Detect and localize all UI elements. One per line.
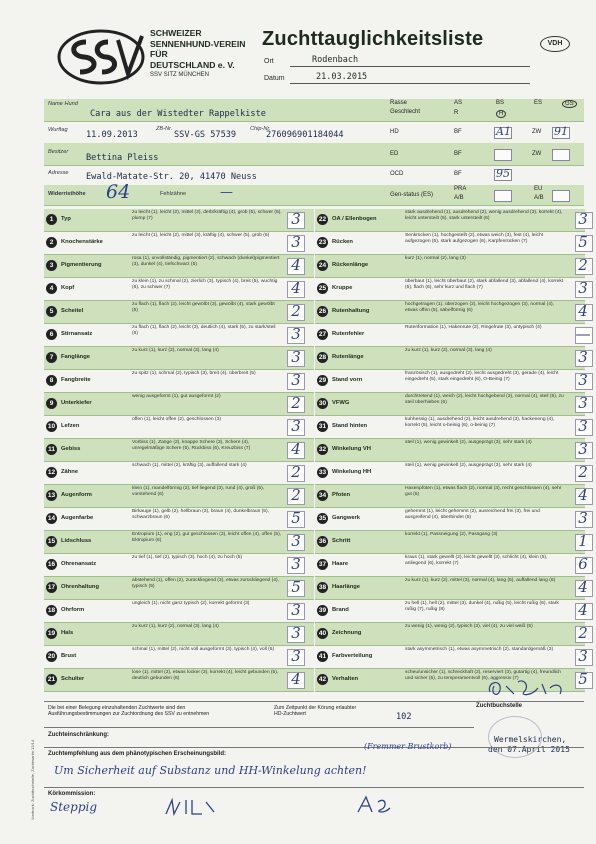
zb-value: SSV-GS 57539: [174, 130, 237, 140]
criterion-score: 2: [578, 463, 588, 481]
signature-2: [162, 796, 222, 818]
criterion-number: 20: [47, 653, 56, 660]
besitzer-row: [44, 143, 584, 166]
criterion-name: Stand vorn: [332, 377, 363, 383]
criterion-score: 3: [291, 233, 301, 251]
criterion-number: 13: [47, 492, 56, 499]
criterion-row: [315, 232, 588, 255]
name-row: [44, 99, 584, 122]
criterion-number: 32: [318, 446, 327, 453]
criterion-number: 10: [47, 423, 56, 430]
criterion-name: Ohrenansatz: [61, 561, 97, 567]
criterion-options: lose (1), mittel (2), etwas locker (3), korrekt (4), leicht gebunden (5), deutlich gebunden (6): [132, 670, 279, 682]
criterion-name: VFWG: [332, 400, 350, 406]
criterion-row: [44, 508, 314, 531]
criterion-row: [315, 278, 588, 301]
criterion-row: [44, 531, 314, 554]
criterion-row: [44, 370, 314, 393]
criterion-row: [315, 531, 588, 554]
criterion-name: Unterkiefer: [61, 400, 92, 406]
criterion-name: Lefzen: [61, 423, 80, 429]
criterion-name: Ohrform: [61, 607, 85, 613]
empfehlung-label: Zuchtempfehlung aus dem phänotypischen Erscheinungsbild:: [48, 751, 227, 757]
criterion-number: 15: [47, 538, 56, 545]
criterion-score: 3: [291, 601, 301, 619]
kommission-label: Körkommission:: [48, 791, 96, 797]
criterion-score: 2: [578, 624, 588, 642]
criterion-score: 2: [291, 394, 301, 412]
zuchtwert-note: Die bei einer Belegung einzuhaltenden Zuchtwerte sind den Ausführungsbestimmungen zur Zuchtordnung des SSV zu entnehmen: [48, 705, 210, 717]
zb-label: ZB-Nr.: [156, 126, 173, 132]
ed-bf-label: BF: [454, 151, 462, 157]
criterion-score: —: [575, 325, 591, 343]
criterion-name: Fangbreite: [61, 377, 91, 383]
handwritten-signature-buchstelle: [484, 676, 570, 702]
criterion-name: Typ: [61, 216, 71, 222]
datum-value: 21.03.2015: [316, 72, 368, 82]
criterion-score: 3: [578, 509, 588, 527]
criterion-name: Verhalten: [332, 676, 359, 682]
criterion-name: Zähne: [61, 469, 79, 475]
criterion-score: 3: [578, 394, 588, 412]
criterion-row: [44, 393, 314, 416]
criterion-number: 4: [46, 283, 57, 294]
criterion-row: [315, 462, 588, 485]
criterion-number: 2: [46, 237, 57, 248]
criterion-row: [315, 324, 591, 347]
criterion-number: 5: [46, 306, 57, 317]
criterion-score: 5: [291, 509, 301, 527]
criterion-options: zu tief (1), tief (2), typisch (3), hoch (4), zu hoch (5): [132, 555, 243, 560]
criterion-score: 2: [291, 463, 301, 481]
criterion-options: Rutenformation (1), Hakenrute (2), Ringelrute (3), untypisch (4): [405, 325, 542, 330]
rasse-label: Rasse: [390, 100, 408, 106]
criterion-number: 18: [47, 607, 56, 614]
pra-options: A/B: [454, 195, 464, 201]
criterion-name: Fanglänge: [61, 354, 90, 360]
criterion-name: Pigmentierung: [61, 262, 102, 268]
criterion-number: 9: [46, 398, 57, 409]
criterion-options: korrekt (1), Passneigung (2), Passgang (3): [405, 532, 498, 537]
criterion-row: [44, 209, 314, 232]
pra-box: [494, 190, 512, 202]
club-line-4: DEUTSCHLAND e. V.: [150, 59, 235, 70]
club-line-3: FÜR: [150, 49, 168, 59]
criterion-options: zu kurz (1), kurz (2), normal (3), lang (4): [132, 348, 219, 353]
criterion-number: 38: [318, 584, 327, 591]
criterion-score: 3: [578, 417, 588, 435]
criterion-options: Birkauge (1), gelb (2), hellbraun (3), braun (4), dunkelbraun (5), schwarzbraun (6): [132, 509, 270, 521]
criterion-options: stark ausdrehend (1), ausdrehend (2), wenig ausdrehend (3), korrekt (4), leicht untersteilt (5), stark untersteilt (6): [405, 210, 563, 222]
chip-label: Chip-Nr.: [250, 126, 271, 132]
criterion-score: 2: [578, 256, 588, 274]
criterion-row: [44, 324, 314, 347]
ssv-logo: [56, 28, 146, 86]
criterion-options: Hasenpfoten (1), etwas flach (2), normal (3), recht geschlossen (4), sehr gut (5): [405, 486, 562, 498]
hd-zuchtwert-note: Zum Zeitpunkt der Körung erlaubter HD-Zuchtwert: [274, 705, 357, 717]
chip-value: 276096901184044: [266, 130, 344, 140]
criterion-name: Rückenlänge: [332, 262, 369, 268]
wurftag-label: Wurftag: [48, 127, 68, 133]
ed-zw-box: [552, 149, 570, 161]
criterion-options: abstehend (1), offen (2), zurückliegend (3), etwas zurückliegend (4), typisch (5): [132, 578, 279, 590]
criterion-score: 3: [578, 647, 588, 665]
criterion-name: Rutenhaltung: [332, 308, 370, 314]
criterion-name: Gangwerk: [332, 515, 361, 521]
criterion-number: 37: [318, 561, 327, 568]
criterion-options: zu leicht (1), leicht (2), mittel (3), kräftig (4), schwer (5), grob (6): [132, 233, 270, 238]
criterion-options: ungleich (1), nicht ganz typisch (2), korrekt geformt (3): [132, 601, 250, 606]
criterion-number: 22: [318, 216, 327, 223]
criterion-row: [44, 623, 314, 646]
criterion-row: [315, 623, 588, 646]
wurftag-value: 11.09.2013: [86, 130, 138, 140]
fehlzaehne-value: —: [220, 185, 233, 200]
criterion-name: Augenform: [61, 492, 92, 498]
criterion-score: 6: [578, 555, 588, 573]
vdh-logo: VDH: [540, 36, 570, 52]
criterion-score: 5: [291, 578, 301, 596]
criterion-number: 31: [318, 423, 327, 430]
criterion-number: 16: [47, 561, 56, 568]
criterion-score: 3: [291, 210, 301, 228]
criterion-row: [315, 485, 588, 508]
criterion-options: stark asymmetrisch (1), etwas asymmetrisch (2), standardgemäß (3): [405, 647, 554, 652]
criterion-row: [315, 646, 588, 669]
bs-label: BS: [496, 100, 505, 106]
criterion-score: 3: [291, 325, 301, 343]
hd-bf-label: BF: [454, 129, 462, 135]
club-name: [150, 28, 246, 81]
criterion-row: [44, 646, 314, 669]
criterion-row: [44, 577, 314, 600]
signature-1: Steppig: [50, 800, 98, 814]
criterion-row: [315, 439, 588, 462]
adresse-label: Adresse: [48, 170, 69, 176]
zuchtbuchstelle-label: Zuchtbuchstelle: [476, 703, 523, 709]
criterion-score: 3: [578, 210, 588, 228]
criterion-score: 3: [291, 555, 301, 573]
criterion-options: kraus (1), stark gewellt (2), leicht gewellt (3), schlicht (4), klein (5), anliegend (6), korrekt (7): [405, 555, 548, 567]
criterion-name: Kruppe: [332, 285, 353, 291]
criterion-options: zu flach (1), flach (2), leicht (3), deutlich (4), stark (5), zu stark/steil (6): [132, 325, 276, 337]
criterion-row: [315, 416, 588, 439]
criterion-name: Ohrenhaltung: [61, 584, 99, 590]
criterion-score: 5: [578, 233, 588, 251]
hd-zuchtwert-value: 102: [396, 712, 412, 722]
criterion-options: Entropium (1), eng (2), gut geschlossen (3), leicht offen (4), offen (5), Ektropium (6): [132, 532, 282, 544]
criterion-options: zu spitz (1), schmal (2), typisch (3), breit (4), überbreit (5): [132, 371, 256, 376]
criterion-number: 39: [318, 607, 327, 614]
criterion-row: [315, 554, 588, 577]
criterion-number: 19: [47, 630, 56, 637]
criterion-name: Kopf: [61, 285, 75, 291]
ocd-value: 95: [496, 167, 510, 180]
gs-label: GS: [562, 100, 577, 108]
criterion-options: klein (1), mandelförmig (2), tief liegend (3), rund (4), groß (5), vorstehend (6): [132, 486, 265, 498]
hd-label: HD: [390, 129, 399, 135]
empfehlung-text: Um Sicherheit auf Substanz und HH-Winkelung achten!: [54, 764, 367, 777]
ort-value: Rodenbach: [312, 55, 359, 65]
criterion-options: hochgetragen (1), überzogen (2), leicht hochgezogen (3), normal (4), etwas offen (5), säbelförmig (6): [405, 302, 554, 314]
geschlecht-label: Geschlecht: [390, 109, 421, 115]
criterion-row: [44, 669, 314, 692]
criterion-number: 17: [47, 584, 56, 591]
criterion-options: offen (1), leicht offen (2), geschlossen (3): [132, 417, 221, 422]
criterion-options: kuhhessig (1), ausdrehend (2), leicht ausdrehend (3), hackeneng (4), korrekt (5), leicht o-beinig (6), o-beinig (7): [405, 417, 555, 429]
criterion-name: OA / Ellenbogen: [332, 216, 377, 222]
criterion-options: durchtretend (1), weich (2), leicht hochgebend (3), normal (4), steil (5), zu steil überhieben (6): [405, 394, 564, 406]
criterion-name: Stirnansatz: [61, 331, 93, 337]
criterion-score: 4: [291, 440, 301, 458]
criterion-name: Scheitel: [61, 308, 84, 314]
widerrist-row: [44, 181, 584, 206]
official-stamp: [488, 716, 542, 758]
criterion-score: 3: [291, 417, 301, 435]
as-label: AS: [454, 100, 463, 106]
criterion-row: [44, 600, 314, 623]
einschraenkung-label: Zuchteinschränkung:: [48, 732, 110, 738]
club-line-2: SENNENHUND-VEREIN: [150, 38, 246, 49]
criterion-score: 3: [291, 647, 301, 665]
es-label: ES: [534, 100, 543, 106]
besitzer-value: Bettina Pleiss: [86, 153, 159, 163]
criterion-options: zu kurz (1), kurz (2), normal (3), lang (4): [405, 348, 492, 353]
criterion-options: zu kurz (1), kurz (2), normal (3), lang (4): [132, 624, 219, 629]
wurftag-row: [44, 121, 584, 144]
criterion-score: 4: [578, 578, 588, 596]
zuchtbuchstelle-date: den 07.April 2015: [488, 745, 570, 754]
criterion-row: [44, 485, 314, 508]
criterion-number: 7: [46, 352, 57, 363]
hd-zw-value: 91: [554, 125, 568, 138]
criterion-name: Stand hinten: [332, 423, 368, 429]
criterion-row: [315, 301, 588, 324]
fehlzaehne-label: Fehlzähne: [160, 191, 187, 197]
criterion-score: 3: [291, 371, 301, 389]
criterion-name: Zeichnung: [332, 630, 362, 636]
criterion-row: [315, 508, 588, 531]
criterion-name: Brand: [332, 607, 349, 613]
criterion-name: Brust: [61, 653, 77, 659]
criterion-score: 1: [578, 532, 588, 550]
criterion-number: 36: [318, 538, 327, 545]
criterion-name: Augenfarbe: [61, 515, 94, 521]
criterion-name: Haarlänge: [332, 584, 361, 590]
criterion-score: 3: [578, 371, 588, 389]
ed-zw-label: ZW: [532, 151, 542, 157]
criterion-score: 5: [578, 670, 588, 688]
eu-options: A/B: [534, 195, 544, 201]
criterion-row: [315, 600, 588, 623]
eu-label: EU: [534, 186, 543, 192]
criterion-name: Schulter: [61, 676, 85, 682]
ort-label: Ort: [264, 58, 274, 65]
criterion-number: 34: [318, 492, 327, 499]
criterion-score: 2: [291, 486, 301, 504]
criterion-number: 24: [318, 262, 327, 269]
hd-zw-label: ZW: [532, 129, 542, 135]
criterion-row: [315, 370, 588, 393]
criterion-row: [44, 301, 314, 324]
name-label: Name Hund: [48, 101, 78, 107]
criterion-row: [315, 255, 588, 278]
criterion-number: 8: [46, 375, 57, 386]
criterion-options: zu flach (1), flach (2), leicht gewölbt (3), gewölbt (4), stark gewölbt (5): [132, 302, 275, 314]
criterion-options: zu leicht (1), leicht (2), mittel (3), derb/kräftig (4), grob (5), schwer (6), plump (7): [132, 210, 282, 222]
datum-line: [290, 83, 530, 84]
criterion-score: 4: [291, 256, 301, 274]
criterion-score: 4: [291, 279, 301, 297]
criterion-row: [44, 416, 314, 439]
criterion-row: [315, 209, 588, 232]
criterion-options: wenig ausgeformt (1), gut ausgeformt (2): [132, 394, 221, 399]
criterion-score: 2: [291, 302, 301, 320]
criterion-row: [44, 255, 314, 278]
criterion-options: rosa (1), unvollständig, pigmentiert (2), schwach (dunkel)pigmentiert (3), dunkel (4), tiefschwarz (5): [132, 256, 280, 268]
zuchtbuchstelle-place: Wermelskirchen,: [494, 735, 567, 744]
criterion-options: kurz (1), normal (2), lang (3): [405, 256, 466, 261]
criterion-score: 4: [578, 302, 588, 320]
criterion-number: 30: [318, 400, 327, 407]
signature-3: [354, 794, 394, 816]
ocd-label: OCD: [390, 171, 404, 177]
criterion-options: schwach (1), mittel (2), kräftig (3), auffallend stark (4): [132, 463, 247, 468]
kommission-row: [44, 787, 584, 818]
criterion-row: [44, 554, 314, 577]
criterion-options: gehemmt (1), leicht gehemmt (2), ausreichend frei (3), frei und ausgreifend (4), überbindet (5): [405, 509, 540, 521]
criterion-name: Winkelung VH: [332, 446, 371, 452]
eu-box: [552, 190, 570, 202]
ort-line: [290, 66, 530, 67]
criterion-number: 6: [46, 329, 57, 340]
criterion-options: überbaut (1), leicht überbaut (2), stark abfallend (3), abfallend (4), korrekt (5), flach (6), sehr kurz und flach (7): [405, 279, 564, 291]
criterion-number: 33: [318, 469, 327, 476]
datum-label: Datum: [264, 75, 285, 82]
ocd-bf-label: BF: [454, 171, 462, 177]
criterion-options: zu hell (1), hell (2), mittel (3), dunkel (4), rußig (5), leicht rußig (6), stark rußig (7), rußig (8): [405, 601, 559, 613]
criterion-row: [44, 232, 314, 255]
criterion-name: Hals: [61, 630, 74, 636]
criterion-name: Schritt: [332, 538, 351, 544]
criterion-number: 42: [318, 676, 327, 683]
criterion-number: 14: [47, 515, 56, 522]
empfehlung-note: (Fremmer Brustkorb): [364, 742, 452, 751]
criterion-number: 11: [46, 444, 57, 455]
criterion-score: 3: [578, 279, 588, 297]
criterion-number: 1: [46, 214, 57, 225]
criterion-options: steil (1), wenig gewinkelt (2), ausgeprägt (3), sehr stark (4): [405, 463, 532, 468]
criterion-options: zu klein (1), zu schmal (2), zierlich (3), typisch (4), breit (5), wuchtig (6), zu schwer (7): [132, 279, 278, 291]
criterion-options: schmal (1), mittel (2), nicht voll ausgeformt (3), typisch (4), voll (5): [132, 647, 275, 652]
page-title: Zuchttauglichkeitsliste: [262, 28, 484, 50]
widerrist-label: Widerristhöhe: [48, 191, 86, 197]
criterion-score: 3: [578, 348, 588, 366]
criterion-number: 35: [318, 515, 327, 522]
side-print: Vordruck: Zuchtbuchstelle, Zuchtwartin 12/14: [30, 739, 35, 820]
criterion-number: 27: [318, 331, 327, 338]
criterion-number: 21: [47, 676, 56, 683]
criterion-number: 40: [318, 630, 327, 637]
criterion-score: 3: [291, 348, 301, 366]
criterion-number: 29: [318, 377, 327, 384]
adresse-value: Ewald-Matate-Str. 20, 41470 Neuss: [86, 172, 257, 182]
criterion-number: 23: [318, 239, 327, 246]
criterion-name: Pfoten: [332, 492, 351, 498]
criterion-options: scheu/unsicher (1), schreckhaft (2), reserviert (3), gutartig (4), freundlich und sicher (5), zu temperamentvoll (6), aggressiv (7): [405, 670, 562, 682]
criterion-options: französisch (1), ausgedreht (2), leicht ausgedreht (3), gerade (4), leicht eingedreht (5), stark eingedreht (6), O-Beinig (7): [405, 371, 559, 383]
geschlecht-r: R: [454, 110, 459, 116]
gen-status-label: Gen-status (ES): [390, 192, 434, 198]
criterion-options: zu wenig (1), wenig (2), typisch (3), viel (4), zu viel weiß (5): [405, 624, 533, 629]
criterion-number: 3: [46, 260, 57, 271]
criterion-score: 3: [291, 624, 301, 642]
criterion-options: Vorbiss (1), Zange (2), knappe Schere (3), Schere (4), unregelmäßige Schere (5), Rückbiss (6), Kreuzbiss (7): [132, 440, 251, 452]
widerrist-value: 64: [106, 181, 131, 203]
criterion-name: Winkelung HH: [332, 469, 372, 475]
criterion-row: [44, 347, 314, 370]
dog-name: Cara aus der Wistedter Rappelkiste: [90, 109, 266, 119]
criterion-number: 25: [318, 285, 327, 292]
club-line-1: SCHWEIZER: [150, 28, 202, 38]
criterion-name: Haare: [332, 561, 349, 567]
criterion-row: [315, 577, 588, 600]
criterion-row: [315, 393, 588, 416]
ed-bf-box: [494, 149, 512, 161]
criterion-row: [315, 347, 588, 370]
criterion-options: steil (1), wenig gewinkelt (2), ausgeprägt (3), sehr stark (4): [405, 440, 532, 445]
criterion-options: Senkrücken (1), hochgestellt (2), etwas weich (3), fest (4), leicht aufgezogen (5), stark aufgezogen (6), Karpfenrücken (7): [405, 233, 544, 245]
criterion-options: zu kurz (1), kurz (2), mittel (3), normal (4), lang (5), auffallend lang (6): [405, 578, 556, 583]
criterion-score: 4: [578, 601, 588, 619]
criterion-name: Gebiss: [61, 446, 81, 452]
criterion-score: 4: [291, 670, 301, 688]
criterion-name: Rutenfehler: [332, 331, 365, 337]
club-seat: SSV SITZ MÜNCHEN: [150, 72, 210, 78]
criterion-number: 12: [47, 469, 56, 476]
criterion-number: 26: [318, 308, 327, 315]
ed-label: ED: [390, 151, 399, 157]
hd-value: A1: [496, 125, 511, 138]
criterion-row: [44, 439, 314, 462]
criterion-number: 28: [318, 354, 327, 361]
criterion-name: Rücken: [332, 239, 353, 245]
criterion-name: Knochenstärke: [61, 239, 103, 245]
criterion-row: [44, 278, 314, 301]
criterion-score: 3: [291, 532, 301, 550]
criterion-score: 3: [578, 440, 588, 458]
criterion-name: Farbverteilung: [332, 653, 373, 659]
criterion-score: 4: [578, 486, 588, 504]
criterion-row: [44, 462, 314, 485]
pra-label: PRA: [454, 186, 467, 192]
criterion-name: Rutenlänge: [332, 354, 364, 360]
besitzer-label: Besitzer: [48, 149, 69, 155]
criterion-name: Lidschluss: [61, 538, 92, 544]
geschlecht-h: H: [496, 110, 506, 118]
criterion-number: 41: [318, 653, 327, 660]
